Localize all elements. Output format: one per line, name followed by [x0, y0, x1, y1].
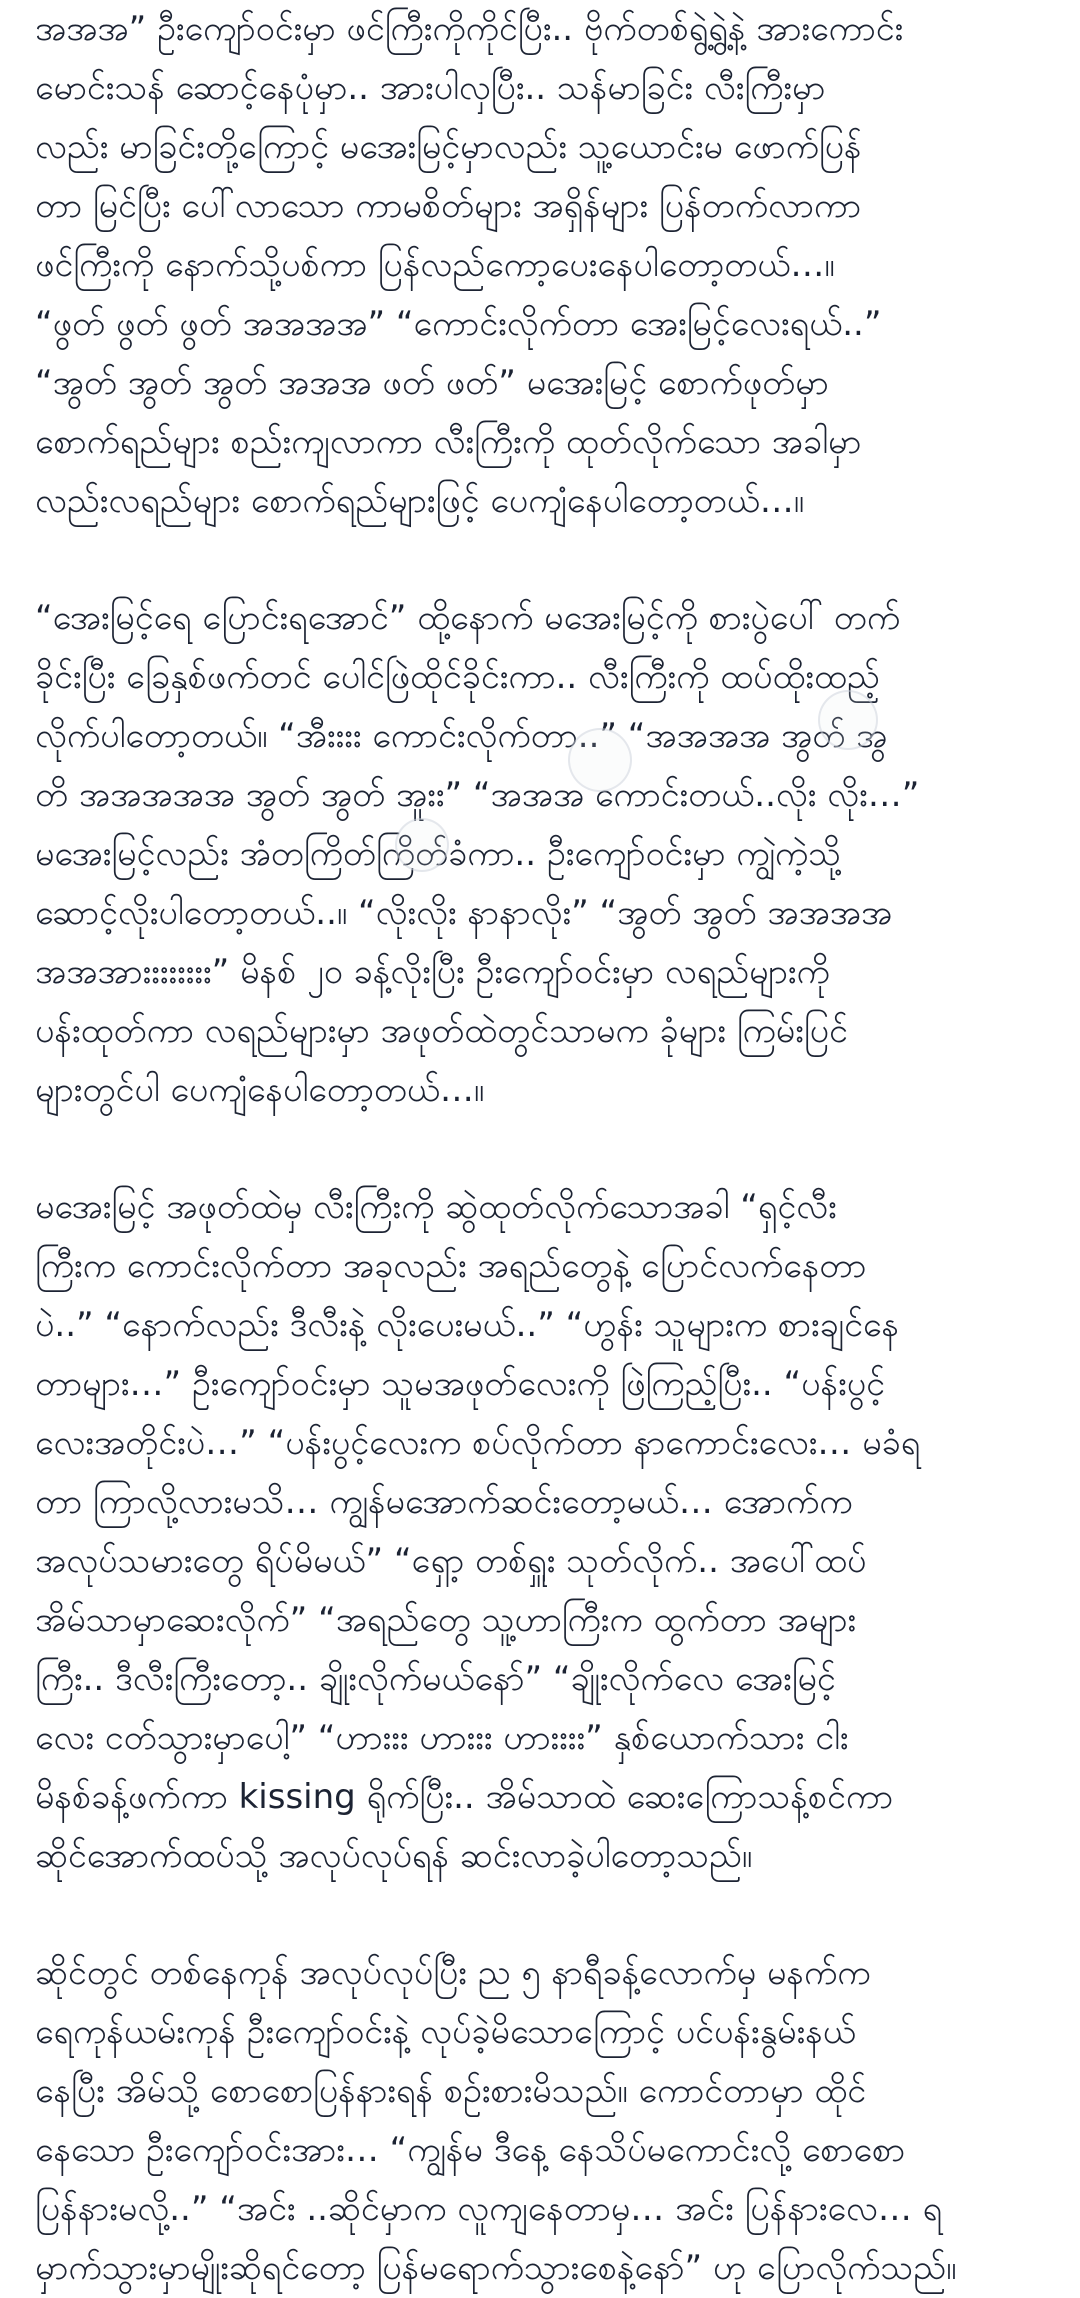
text-line: များတွင်ပါ ပေကျံနေပါတော့တယ်…။ — [35, 1070, 485, 1110]
text-line: ရေကုန်ယမ်းကုန် ဦးကျော်ဝင်းနဲ့ လုပ်ခဲ့မိသောကြောင့် ပင်ပန်းနွမ်းနယ် — [35, 2012, 856, 2052]
text-line: ပြန်နားမလို့..” “အင်း ..ဆိုင်မှာက လူကျနေတာမှ… အင်း ပြန်နားလေ… ရ — [35, 2189, 943, 2229]
text-line: အိမ်သာမှာဆေးလိုက်” “အရည်တွေ သူ့ဟာကြီးက ထွက်တာ အများ — [35, 1600, 857, 1640]
text-line: “ဖွတ် ဖွတ် ဖွတ် အအအအ” “ကောင်းလိုက်တာ အေးမြင့်လေးရယ်..” — [35, 304, 882, 344]
text-line: စောက်ရည်များ စည်းကျလာကာ လီးကြီးကို ထုတ်လိုက်သော အခါမှာ — [35, 422, 862, 462]
text-line: ကြီးက ကောင်းလိုက်တာ အခုလည်း အရည်တွေနဲ့ ပြောင်လက်နေတာ — [35, 1246, 867, 1286]
article-body — [35, 0, 1050, 2288]
text-line: “အေးမြင့်ရေ ပြောင်းရအောင်” ထို့နောက် မအေးမြင့်ကို စားပွဲပေါ် တက် — [35, 598, 901, 638]
paragraph-2 — [35, 589, 1050, 1120]
text-line: တာ မြင်ပြီး ပေါ်လာသော ကာမစိတ်များ အရှိန်များ ပြန်တက်လာကာ — [35, 186, 862, 226]
text-line: မအေးမြင့်လည်း အံတကြိတ်ကြိတ်ခံကာ.. ဦးကျော်ဝင်းမှာ ကျွဲကဲ့သို့ — [35, 834, 842, 874]
text-line: မိနစ်ခန့်ဖက်ကာ kissing ရိုက်ပြီး.. အိမ်သာထဲ ဆေးကြောသန့်စင်ကာ — [35, 1777, 894, 1817]
touch-ripple — [568, 728, 632, 792]
text-line: တာများ…” ဦးကျော်ဝင်းမှာ သူမအဖုတ်လေးကို ဖြဲကြည့်ပြီး.. “ပန်းပွင့် — [35, 1364, 885, 1404]
text-line: ကြီး.. ဒီလီးကြီးတော့.. ချိုးလိုက်မယ်နော်” “ချိုးလိုက်လေ အေးမြင့် — [35, 1659, 836, 1699]
text-line: ဖင်ကြီးကို နောက်သို့ပစ်ကာ ပြန်လည်ကော့ပေးနေပါတော့တယ်…။ — [35, 245, 835, 285]
text-line: ဆိုင်အောက်ထပ်သို့ အလုပ်လုပ်ရန် ဆင်းလာခဲ့ပါတော့သည်။ — [35, 1836, 753, 1876]
text-line: အအအ” ဦးကျော်ဝင်းမှာ ဖင်ကြီးကိုကိုင်ပြီး.. ဗိုက်တစ်ရွဲ့ရွဲ့နဲ့ အားကောင်း — [35, 9, 904, 49]
text-line: တာ ကြာလို့လားမသိ… ကျွန်မအောက်ဆင်းတော့မယ်… အောက်က — [35, 1482, 853, 1522]
text-line: မောင်းသန် ဆောင့်နေပုံမှာ.. အားပါလှပြီး.. သန်မာခြင်း လီးကြီးမှာ — [35, 68, 826, 108]
text-line: မှာက်သွားမှာမျိုးဆိုရင်တော့ ပြန်မရောက်သွားစေနဲ့နော်” ဟု ပြောလိုက်သည်။ — [35, 2248, 957, 2288]
text-line: နေသော ဦးကျော်ဝင်းအား… “ကျွန်မ ဒီနေ့ နေသိပ်မကောင်းလို့ စောစော — [35, 2130, 906, 2170]
text-line: ပဲ..” “နောက်လည်း ဒီလီးနဲ့ လိုးပေးမယ်..” “ဟွန်း သူများက စားချင်နေ — [35, 1305, 900, 1345]
text-line: နေပြီး အိမ်သို့ စောစောပြန်နားရန် စဉ်းစားမိသည်။ ကောင်တာမှာ ထိုင် — [35, 2071, 867, 2111]
text-line: “အွတ် အွတ် အွတ် အအအ ဖတ် ဖတ်” မအေးမြင့် စောက်ဖုတ်မှာ — [35, 363, 829, 403]
paragraph-4 — [35, 1944, 1050, 2298]
text-line: ဆိုင်တွင် တစ်နေကုန် အလုပ်လုပ်ပြီး ည ၅ နာရီခန့်လောက်မှ မနက်က — [35, 1953, 871, 1993]
text-line: ခိုင်းပြီး ခြေနှစ်ဖက်တင် ပေါင်ဖြဲထိုင်ခိုင်းကာ.. လီးကြီးကို ထပ်ထိုးထည့် — [35, 657, 880, 697]
text-line: လေးအတိုင်းပဲ…” “ပန်းပွင့်လေးက စပ်လိုက်တာ နာကောင်းလေး… မခံရ — [35, 1423, 921, 1463]
text-line: လည်း မာခြင်းတို့ကြောင့် မအေးမြင့်မှာလည်း သူ့ယောင်းမ ဖောက်ပြန် — [35, 127, 862, 167]
text-line: လေး ငတ်သွားမှာပေါ့” “ဟားးး ဟားးး ဟားးးး” နှစ်ယောက်သား ငါး — [35, 1718, 849, 1758]
text-line: မအေးမြင့် အဖုတ်ထဲမှ လီးကြီးကို ဆွဲထုတ်လိုက်သောအခါ “ရှင့်လီး — [35, 1187, 837, 1227]
text-line: ဆောင့်လိုးပါတော့တယ်..။ “လိုးလိုး နာနာလိုး” “အွတ် အွတ် အအအအ — [35, 893, 893, 933]
text-line: ပန်းထုတ်ကာ လရည်များမှာ အဖုတ်ထဲတွင်သာမက ခုံများ ကြမ်းပြင် — [35, 1011, 848, 1051]
text-line: လိုက်ပါတော့တယ်။ “အီးးးး ကောင်းလိုက်တာ..” “အအအအ အွတ် အွ — [35, 716, 888, 756]
paragraph-3 — [35, 1178, 1050, 1886]
text-line: အလုပ်သမားတွေ ရိပ်မိမယ်” “ရှော့ တစ်ရှူး သုတ်လိုက်.. အပေါ်ထပ် — [35, 1541, 867, 1581]
text-line: အအအားးးးးးးး” မိနစ် ၂၀ ခန့်လိုးပြီး ဦးကျော်ဝင်းမှာ လရည်များကို — [35, 952, 830, 992]
text-line: လည်းလရည်များ စောက်ရည်များဖြင့် ပေကျံနေပါတော့တယ်…။ — [35, 481, 805, 521]
touch-ripple — [818, 690, 878, 750]
paragraph-1 — [35, 0, 1050, 531]
text-line: တိ အအအအအ အွတ် အွတ် အူးး” “အအအ ကောင်းတယ်..လိုး လိုး…” — [35, 775, 920, 815]
touch-ripple — [395, 818, 449, 872]
